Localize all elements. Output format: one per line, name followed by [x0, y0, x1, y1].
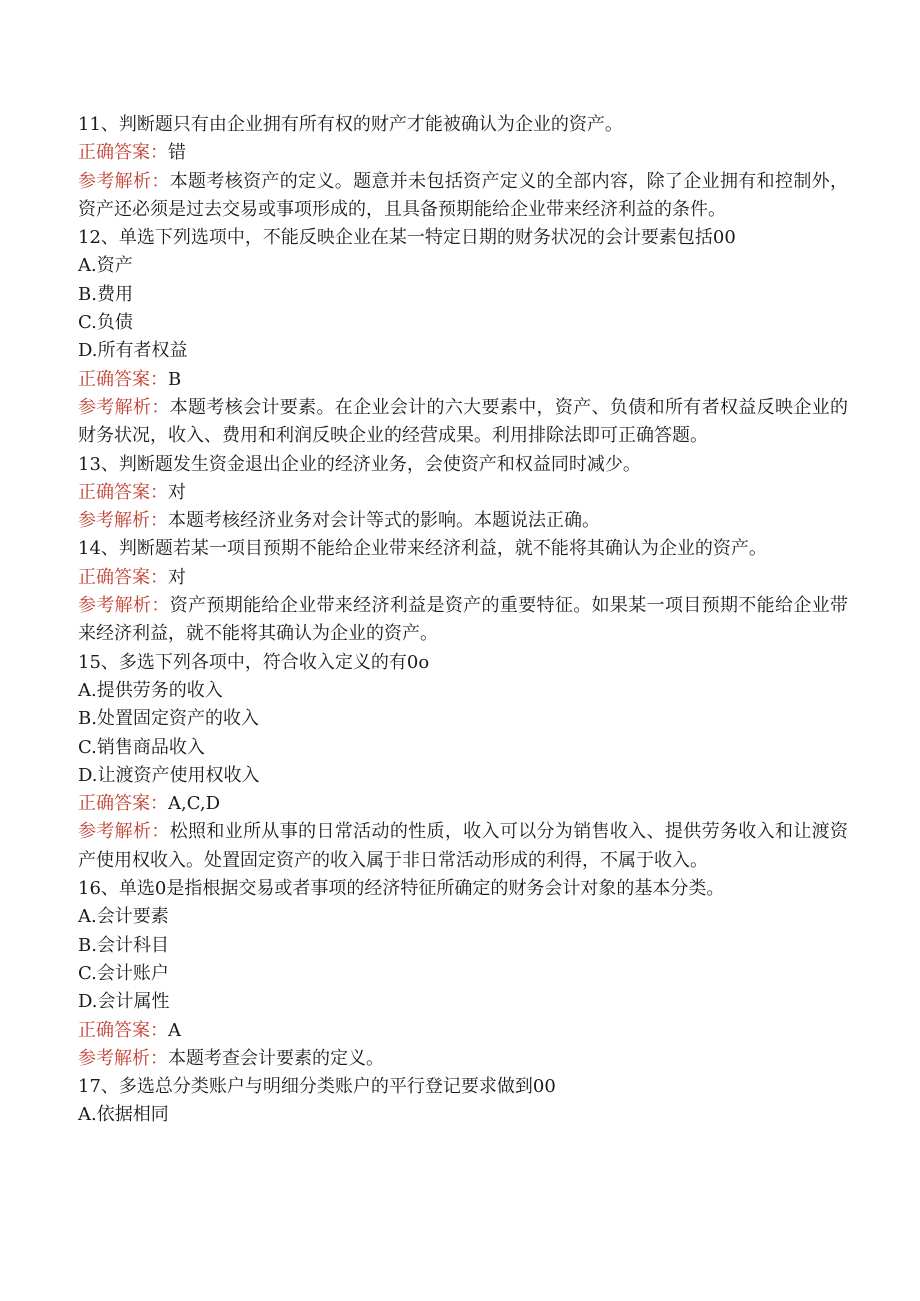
analysis-text: 本题考核经济业务对会计等式的影响。本题说法正确。 [168, 510, 600, 532]
answer-line [78, 1017, 848, 1045]
analysis-label: 参考解析： [78, 1047, 168, 1069]
analysis-text: 本题考查会计要素的定义。 [168, 1047, 384, 1069]
question-block [0, 535, 920, 648]
answer-value: A [168, 1019, 181, 1041]
answer-line [78, 564, 848, 592]
option-a: A.依据相同 [78, 1104, 169, 1126]
option-b: B.会计科目 [78, 934, 169, 956]
analysis-label: 参考解析： [78, 510, 168, 532]
option-a: A.提供劳务的收入 [78, 679, 223, 701]
analysis-text: 本题考核资产的定义。题意并未包括资产定义的全部内容，除了企业拥有和控制外，资产还必须是过去交易或事项形成的，且具备预期能给企业带来经济利益的条件。 [78, 170, 849, 220]
option-d: D.会计属性 [78, 991, 170, 1013]
analysis-line [78, 168, 848, 225]
option-a: A.会计要素 [78, 906, 169, 928]
question-stem: 17、多选总分类账户与明细分类账户的平行登记要求做到00 [78, 1076, 556, 1098]
answer-label: 正确答案： [78, 368, 168, 390]
option-d: D.所有者权益 [78, 340, 188, 362]
option-d: D.让渡资产使用权收入 [78, 764, 260, 786]
option-b: B.费用 [78, 283, 133, 305]
analysis-label: 参考解析： [78, 170, 170, 192]
analysis-label: 参考解析： [78, 821, 170, 843]
answer-label: 正确答案： [78, 1019, 168, 1041]
answer-line [78, 790, 848, 818]
analysis-text: 松照和业所从事的日常活动的性质，收入可以分为销售收入、提供劳务收入和让渡资产使用权收入。处置固定资产的收入属于非日常活动形成的利得，不属于收入。 [78, 821, 849, 871]
question-block [0, 451, 920, 536]
option-c: C.销售商品收入 [78, 736, 205, 758]
analysis-label: 参考解析： [78, 396, 170, 418]
answer-line [78, 479, 848, 507]
question-block [0, 111, 920, 224]
answer-label: 正确答案： [78, 481, 168, 503]
analysis-label: 参考解析： [78, 595, 170, 617]
question-stem: 13、判断题发生资金退出企业的经济业务，会使资产和权益同时减少。 [78, 453, 641, 475]
answer-value: B [168, 368, 182, 390]
analysis-line [78, 1045, 848, 1073]
answer-value: 对 [168, 566, 186, 588]
option-c: C.负债 [78, 312, 133, 334]
question-stem: 16、单选0是指根据交易或者事项的经济特征所确定的财务会计对象的基本分类。 [78, 878, 725, 900]
answer-label: 正确答案： [78, 142, 168, 164]
answer-line [78, 139, 848, 167]
question-stem: 15、多选下列各项中，符合收入定义的有0o [78, 651, 430, 673]
answer-line [78, 366, 848, 394]
analysis-text: 本题考核会计要素。在企业会计的六大要素中，资产、负债和所有者权益反映企业的财务状况，收入、费用和利润反映企业的经营成果。利用排除法即可正确答题。 [78, 396, 849, 447]
analysis-text: 资产预期能给企业带来经济利益是资产的重要特征。如果某一项目预期不能给企业带来经济利益，就不能将其确认为企业的资产。 [78, 595, 849, 645]
analysis-line [78, 394, 848, 451]
question-block [0, 224, 920, 450]
option-c: C.会计账户 [78, 962, 169, 984]
question-block [0, 1073, 920, 1130]
option-a: A.资产 [78, 255, 133, 277]
document-page [0, 111, 920, 1130]
answer-value: 对 [168, 481, 186, 503]
answer-value: A,C,D [168, 793, 221, 815]
question-stem: 12、单选下列选项中，不能反映企业在某一特定日期的财务状况的会计要素包括00 [78, 227, 736, 249]
question-block [0, 875, 920, 1073]
analysis-line [78, 818, 848, 875]
analysis-line [78, 592, 848, 649]
question-block [0, 649, 920, 875]
option-b: B.处置固定资产的收入 [78, 708, 259, 730]
answer-label: 正确答案： [78, 793, 168, 815]
answer-value: 错 [168, 142, 186, 164]
question-stem: 11、判断题只有由企业拥有所有权的财产才能被确认为企业的资产。 [78, 114, 623, 135]
answer-label: 正确答案： [78, 566, 168, 588]
analysis-line [78, 507, 848, 535]
question-stem: 14、判断题若某一项目预期不能给企业带来经济利益，就不能将其确认为企业的资产。 [78, 538, 767, 560]
